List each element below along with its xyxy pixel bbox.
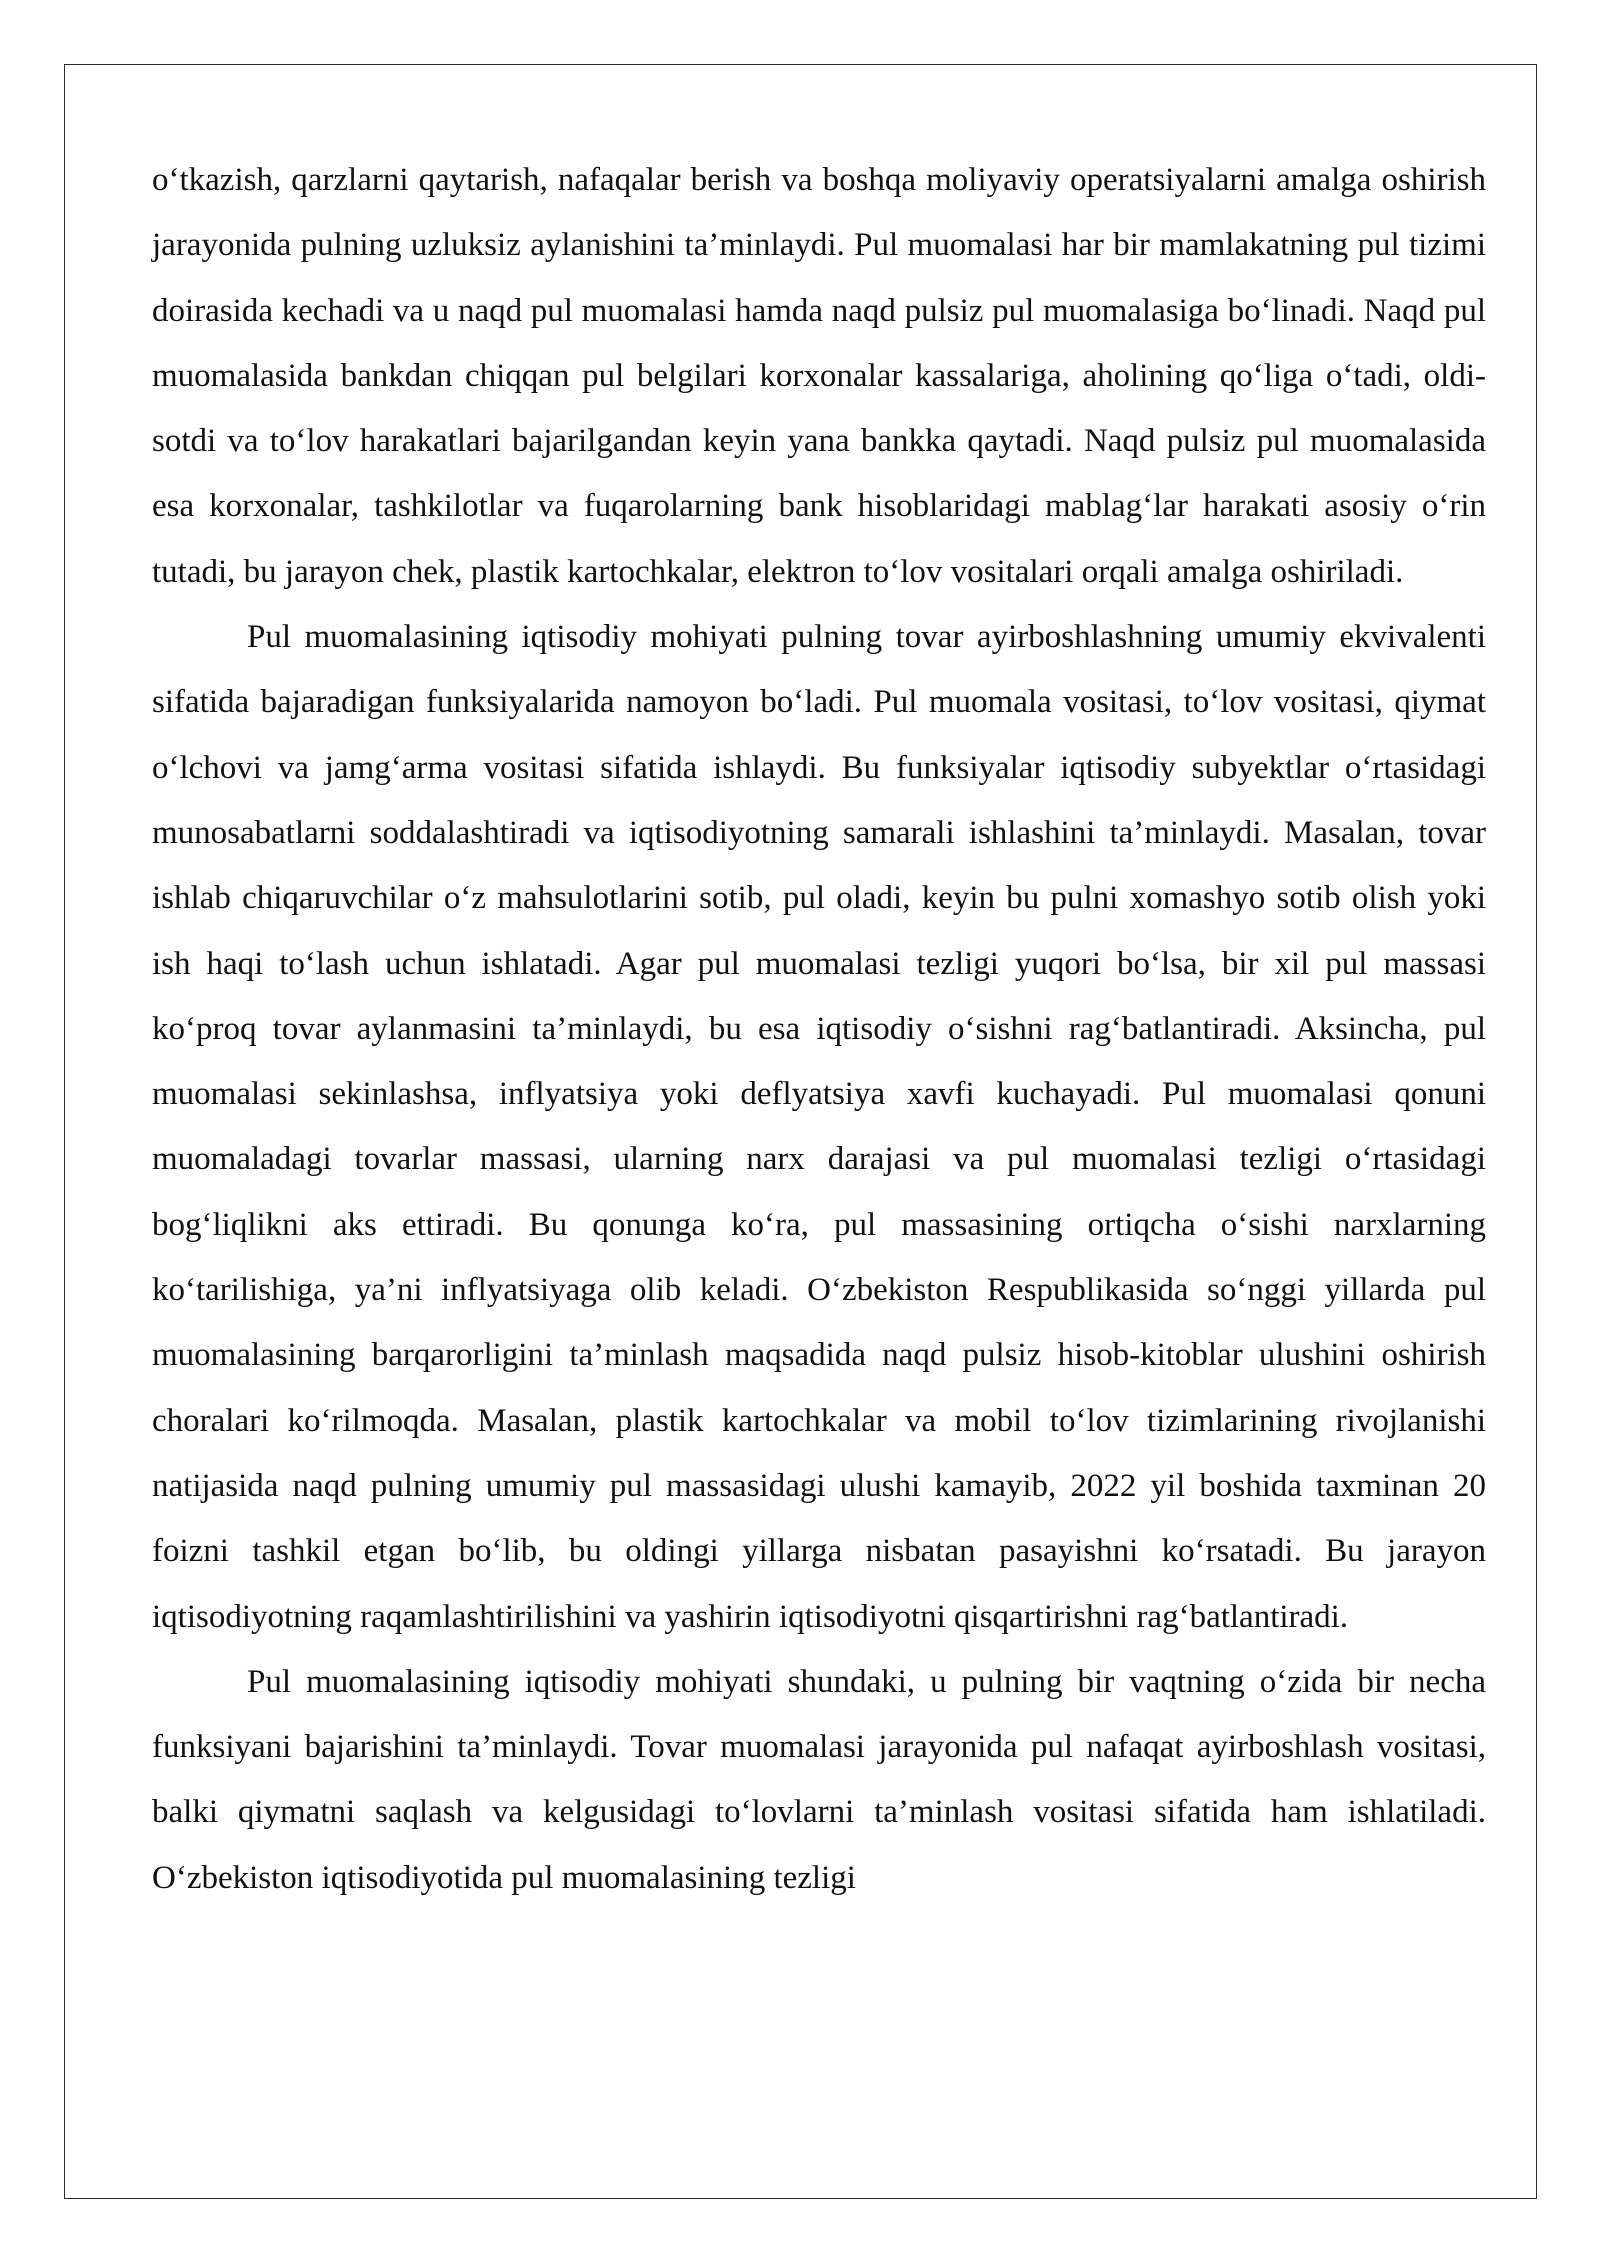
document-body [152, 148, 1486, 1911]
paragraph-2: Pul muomalasining iqtisodiy mohiyati pulning tovar ayirboshlashning umumiy ekvivalenti sifatida bajaradigan funksiyalarida namoyon bo‘ladi. Pul muomala vositasi, to‘lov vositasi, qiymat o‘lchovi va jamg‘arma vositasi sifatida ishlaydi. Bu funksiyalar iqtisodiy subyektlar o‘rtasidagi munosabatlarni soddalashtiradi va iqtisodiyotning samarali ishlashini ta’minlaydi. Masalan, tovar ishlab chiqaruvchilar o‘z mahsulotlarini sotib, pul oladi, keyin bu pulni xomashyo sotib olish yoki ish haqi to‘lash uchun ishlatadi. Agar pul muomalasi tezligi yuqori bo‘lsa, bir xil pul massasi ko‘proq tovar aylanmasini ta’minlaydi, bu esa iqtisodiy o‘sishni rag‘batlantiradi. Aksincha, pul muomalasi sekinlashsa, inflyatsiya yoki deflyatsiya xavfi kuchayadi. Pul muomalasi qonuni muomaladagi tovarlar massasi, ularning narx darajasi va pul muomalasi tezligi o‘rtasidagi bog‘liqlikni aks ettiradi. Bu qonunga ko‘ra, pul massasining ortiqcha o‘sishi narxlarning ko‘tarilishiga, ya’ni inflyatsiyaga olib keladi. O‘zbekiston Respublikasida so‘nggi yillarda pul muomalasining barqarorligini ta’minlash maqsadida naqd pulsiz hisob-kitoblar ulushini oshirish choralari ko‘rilmoqda. Masalan, plastik kartochkalar va mobil to‘lov tizimlarining rivojlanishi natijasida naqd pulning umumiy pul massasidagi ulushi kamayib, 2022 yil boshida taxminan 20 foizni tashkil etgan bo‘lib, bu oldingi yillarga nisbatan pasayishni ko‘rsatadi. Bu jarayon iqtisodiyotning raqamlashtirilishini va yashirin iqtisodiyotni qisqartirishni rag‘batlantiradi. [152, 619, 1486, 1635]
paragraph-1: o‘tkazish, qarzlarni qaytarish, nafaqalar berish va boshqa moliyaviy operatsiyalarni amalga oshirish jarayonida pulning uzluksiz aylanishini ta’minlaydi. Pul muomalasi har bir mamlakatning pul tizimi doirasida kechadi va u naqd pul muomalasi hamda naqd pulsiz pul muomalasiga bo‘linadi. Naqd pul muomalasida bankdan chiqqan pul belgilari korxonalar kassalariga, aholining qo‘liga o‘tadi, oldi-sotdi va to‘lov harakatlari bajarilgandan keyin yana bankka qaytadi. Naqd pulsiz pul muomalasida esa korxonalar, tashkilotlar va fuqarolarning bank hisoblaridagi mablag‘lar harakati asosiy o‘rin tutadi, bu jarayon chek, plastik kartochkalar, elektron to‘lov vositalari orqali amalga oshiriladi. [152, 162, 1486, 590]
paragraph-3: Pul muomalasining iqtisodiy mohiyati shundaki, u pulning bir vaqtning o‘zida bir necha funksiyani bajarishini ta’minlaydi. Tovar muomalasi jarayonida pul nafaqat ayirboshlash vositasi, balki qiymatni saqlash va kelgusidagi to‘lovlarni ta’minlash vositasi sifatida ham ishlatiladi. O‘zbekiston iqtisodiyotida pul muomalasining tezligi [152, 1663, 1486, 1896]
